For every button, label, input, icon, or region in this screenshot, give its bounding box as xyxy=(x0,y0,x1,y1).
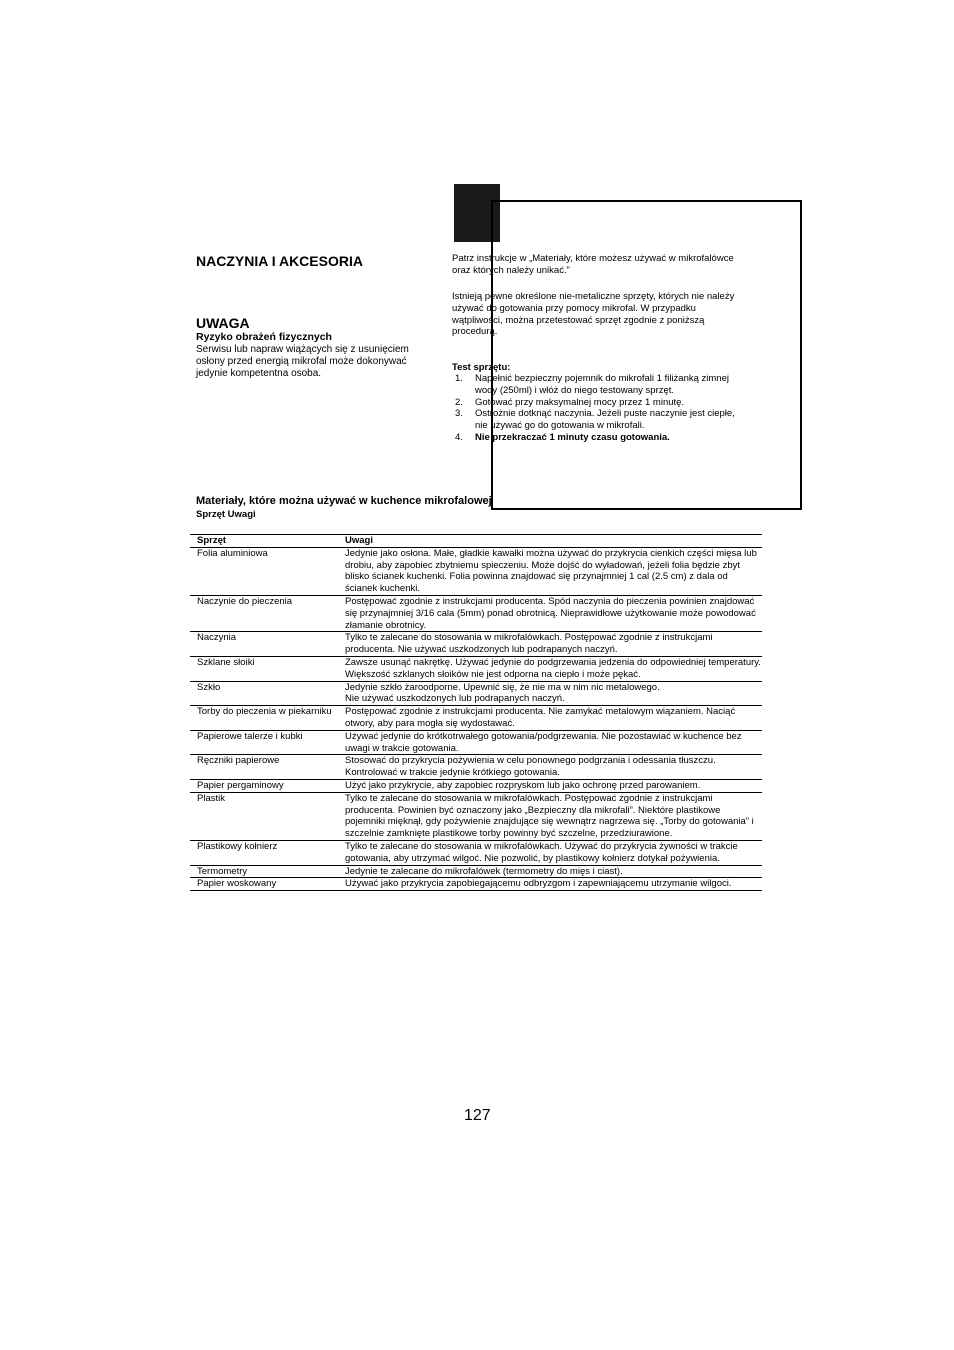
step-text: Gotować przy maksymalnej mocy przez 1 minutę. xyxy=(475,396,685,408)
table-row xyxy=(190,840,762,865)
materials-table-body xyxy=(190,547,762,890)
step-number: 3. xyxy=(455,408,463,420)
equipment-cell: Ręczniki papierowe xyxy=(190,755,338,780)
equipment-cell: Naczynia xyxy=(190,632,338,657)
table-row xyxy=(190,656,762,681)
equipment-cell: Naczynie do pieczenia xyxy=(190,595,338,631)
notes-cell: Postępować zgodnie z instrukcjami producenta. Spód naczynia do pieczenia powinien znajdować się przynajmniej 3/16 cala (5mm) ponad obrotnicą. Nieprawidłowe użytkowanie może powodować złamanie obrotnicy. xyxy=(338,595,762,631)
test-step xyxy=(452,373,742,397)
step-number: 4. xyxy=(455,431,463,443)
warning-subtitle: Ryzyko obrażeń fizycznych xyxy=(196,331,332,343)
equipment-cell: Papierowe talerze i kubki xyxy=(190,730,338,755)
materials-subtitle: Sprzęt Uwagi xyxy=(196,509,256,520)
notes-cell: Postępować zgodnie z instrukcjami producenta. Nie zamykać metalowym wiązaniem. Naciąć otwory, aby para mogła się wydostawać. xyxy=(338,706,762,731)
test-step xyxy=(452,397,742,409)
step-number: 1. xyxy=(455,373,463,384)
equipment-cell: Torby do pieczenia w piekarniku xyxy=(190,706,338,731)
page-number: 127 xyxy=(464,1107,491,1124)
test-title: Test sprzętu: xyxy=(452,362,511,373)
table-row xyxy=(190,681,762,706)
notes-cell: Jedynie jako osłona. Małe, gładkie kawałki można używać do przykrycia cienkich części mięsa lub drobiu, aby zapobiec zbytniemu spieczeniu. Może dojść do wyładowań, jeżeli folia będzie zbyt blisko ścianek kuchenki. Folia powinna znajdować się przynajmniej 1 cal (2.5 cm) z dala od ścianek kuchenki. xyxy=(338,547,762,595)
instructions-paragraph: Patrz instrukcje w „Materiały, które możesz używać w mikrofalówce oraz których należy unikać.” xyxy=(452,253,734,276)
section-title: NACZYNIA I AKCESORIA xyxy=(196,253,363,269)
frame-box xyxy=(491,200,802,510)
notes-cell: Używać jako przykrycia zapobiegającemu odbryzgom i zapewniającemu utrzymanie wilgoci. xyxy=(338,878,762,891)
table-row xyxy=(190,706,762,731)
step-text: Ostrożnie dotknąć naczynia. Jeżeli puste naczynie jest ciepłe, nie używać go do gotowania w mikrofali. xyxy=(475,408,735,432)
notes-cell: Jedynie szkło żaroodporne. Upewnić się, że nie ma w nim nic metalowego. Nie używać uszkodzonych lub podrapanych naczyń. xyxy=(338,681,762,706)
test-step xyxy=(452,408,742,432)
test-step xyxy=(452,432,742,444)
test-intro-paragraph: Istnieją pewne określone nie-metaliczne sprzęty, których nie należy używać do gotowania przy pomocy mikrofal. W przypadku wątpliwości, można przetestować sprzęt zgodnie z poniższą procedurą. xyxy=(452,291,735,338)
warning-title: UWAGA xyxy=(196,315,250,331)
table-row xyxy=(190,779,762,792)
header-equipment: Sprzęt xyxy=(190,535,338,548)
equipment-cell: Folia aluminiowa xyxy=(190,547,338,595)
materials-table xyxy=(190,534,762,891)
step-number: 2. xyxy=(455,396,463,408)
test-steps xyxy=(452,373,742,444)
table-row xyxy=(190,865,762,878)
table-row xyxy=(190,792,762,840)
notes-cell: Tylko te zalecane do stosowania w mikrofalówkach. Postępować zgodnie z instrukcjami producenta. Nie używać uszkodzonych lub podrapanych naczyń. xyxy=(338,632,762,657)
table-row xyxy=(190,878,762,891)
equipment-cell: Plastik xyxy=(190,792,338,840)
step-text: Nie przekraczać 1 minuty czasu gotowania. xyxy=(475,431,670,443)
notes-cell: Jedynie te zalecane do mikrofalówek (termometry do mięs i ciast). xyxy=(338,865,762,878)
notes-cell: Użyć jako przykrycie, aby zapobiec rozpryskom lub jako ochronę przed parowaniem. xyxy=(338,779,762,792)
notes-cell: Zawsze usunąć nakrętkę. Używać jedynie do podgrzewania jedzenia do odpowiedniej temperatury. Większość szklanych słoików nie jest odporna na ciepło i może pękać. xyxy=(338,656,762,681)
equipment-cell: Termometry xyxy=(190,865,338,878)
table-row xyxy=(190,547,762,595)
equipment-cell: Papier woskowany xyxy=(190,878,338,891)
notes-cell: Tylko te zalecane do stosowania w mikrofalówkach. Używać do przykrycia żywności w trakcie gotowania, aby utrzymać wilgoć. Nie pozwolić, by plastikowy kołnierz dotykał pożywienia. xyxy=(338,840,762,865)
table-row xyxy=(190,595,762,631)
header-notes: Uwagi xyxy=(338,535,762,548)
equipment-cell: Plastikowy kołnierz xyxy=(190,840,338,865)
step-text: Napełnić bezpieczny pojemnik do mikrofali 1 filiżanką zimnej wody (250ml) i włóż do niego testowany sprzęt. xyxy=(475,373,729,396)
table-row xyxy=(190,755,762,780)
warning-text: Serwisu lub napraw wiążących się z usunięciem osłony przed energią mikrofal może dokonywać jedynie kompetentna osoba. xyxy=(196,344,409,379)
equipment-cell: Papier pergaminowy xyxy=(190,779,338,792)
notes-cell: Tylko te zalecane do stosowania w mikrofalówkach. Postępować zgodnie z instrukcjami producenta. Powinien być oznaczony jako „Bezpieczny dla mikrofali”. Niektóre plastikowe pojemniki mięknął, gdy pożywienie znajdujące się wewnątrz nagrzewa się. „Torby do gotowania” i szczelnie zamknięte plastikowe torby powinny być szczelne, przedziurawione. xyxy=(338,792,762,840)
table-row xyxy=(190,730,762,755)
equipment-cell: Szklane słoiki xyxy=(190,656,338,681)
equipment-cell: Szkło xyxy=(190,681,338,706)
table-header-row xyxy=(190,535,762,548)
table-row xyxy=(190,632,762,657)
notes-cell: Używać jedynie do krótkotrwałego gotowania/podgrzewania. Nie pozostawiać w kuchence bez uwagi w trakcie gotowania. xyxy=(338,730,762,755)
materials-title: Materiały, które można używać w kuchence mikrofalowej xyxy=(196,495,492,507)
notes-cell: Stosować do przykrycia pożywienia w celu ponownego podgrzania i odessania tłuszczu. Kontrolować w trakcie jedynie krótkiego gotowania. xyxy=(338,755,762,780)
